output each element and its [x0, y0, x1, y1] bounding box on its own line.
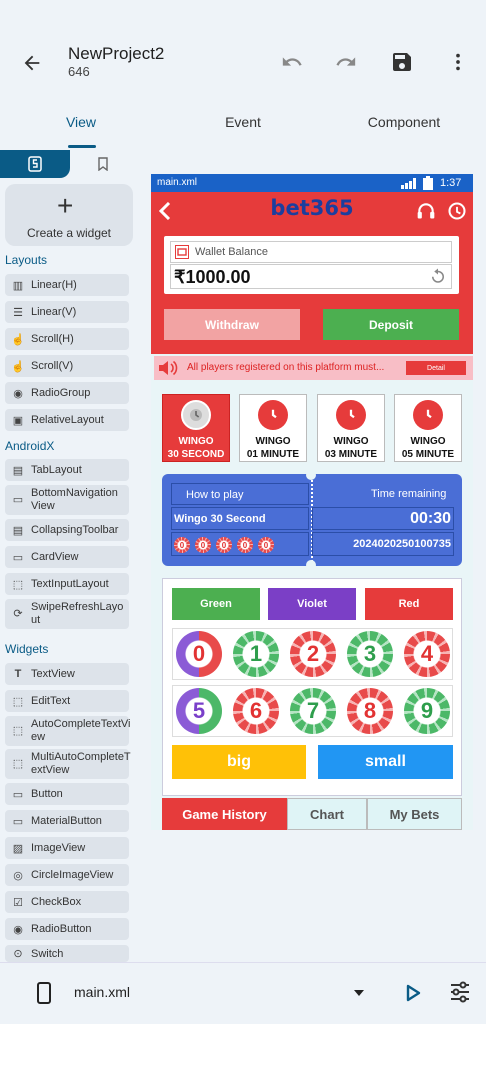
widget-textview[interactable]: T TextView [5, 663, 129, 685]
widget-imageview[interactable]: ▨ ImageView [5, 837, 129, 859]
widget-multiautocompletetextview[interactable]: ⬚ MultiAutoCompleteT extView [5, 749, 129, 779]
redo-icon [335, 51, 357, 73]
materialbutton-icon: ▭ [12, 815, 24, 828]
clock-icon [447, 201, 467, 221]
number-ball-5[interactable]: 5 [176, 688, 222, 734]
number-ball-0[interactable]: 0 [176, 631, 222, 677]
more-vert-icon [447, 51, 469, 73]
tab-game-history[interactable]: Game History [162, 798, 287, 830]
multiautocomplete-icon: ⬚ [12, 757, 24, 770]
recent-results-row [171, 532, 309, 556]
bookmark-icon [97, 157, 109, 171]
file-dropdown-button[interactable] [346, 980, 372, 1006]
widget-autocompletetextview[interactable]: ⬚ AutoCompleteTextVi ew [5, 716, 129, 746]
textinputlayout-icon: ⬚ [12, 578, 24, 591]
bottomnavigation-icon: ▭ [12, 493, 24, 506]
wallet-amount: ₹1000.00 [174, 267, 251, 287]
deposit-button[interactable]: Deposit [323, 309, 459, 340]
number-ball-3[interactable]: 3 [347, 631, 393, 677]
project-title: NewProject2 [68, 44, 165, 63]
widget-linear-h[interactable]: ▥ Linear(H) [5, 274, 129, 296]
withdraw-button[interactable]: Withdraw [164, 309, 300, 340]
widget-tablayout[interactable]: ▤ TabLayout [5, 459, 129, 481]
bet-big-button[interactable]: big [172, 745, 306, 779]
radiobutton-icon: ◉ [13, 923, 23, 936]
checkbox-icon: ☑ [13, 896, 23, 909]
headset-icon [416, 201, 436, 221]
plus-icon: + [57, 190, 74, 221]
tab-view[interactable]: View [65, 114, 97, 130]
widget-cardview[interactable]: ▭ CardView [5, 546, 129, 568]
number-ball-4[interactable]: 4 [404, 631, 450, 677]
widget-materialbutton[interactable]: ▭ MaterialButton [5, 810, 129, 832]
speaker-icon [158, 360, 178, 376]
notice-bar [154, 356, 473, 380]
linear-v-icon: ☰ [13, 306, 23, 319]
redo-button[interactable] [330, 46, 362, 78]
result-ball: 0 [258, 537, 274, 553]
period-number: 2024020250100735 [353, 538, 451, 550]
widget-textinputlayout[interactable]: ⬚ TextInputLayout [5, 573, 129, 595]
game-info-card [162, 474, 462, 566]
game-tab-wingo-3m[interactable]: WINGO 03 MINUTE [317, 394, 385, 462]
circleimageview-icon: ◎ [13, 869, 23, 882]
clock-icon [258, 400, 288, 430]
game-name-row [171, 507, 309, 530]
swiperefresh-icon: ⟳ [13, 607, 23, 620]
create-widget-button[interactable] [5, 184, 133, 246]
countdown-row [312, 507, 454, 530]
tab-my-bets[interactable]: My Bets [367, 798, 462, 830]
ticket-notch [306, 560, 316, 570]
widget-switch[interactable]: ⊙ Switch [5, 945, 129, 962]
refresh-icon[interactable] [429, 267, 447, 285]
number-ball-7[interactable]: 7 [290, 688, 336, 734]
device-preview-button[interactable] [30, 980, 58, 1006]
edittext-icon: ⬚ [12, 695, 24, 708]
signal-icon [401, 177, 419, 189]
widget-circleimageview[interactable]: ◎ CircleImageView [5, 864, 129, 886]
bet-violet-button[interactable]: Violet [268, 588, 356, 620]
wallet-amount-row [170, 264, 452, 289]
scroll-h-icon: ☝ [11, 333, 25, 346]
period-row [312, 532, 454, 556]
save-icon [390, 50, 414, 74]
cardview-icon: ▭ [12, 551, 24, 564]
widget-bottomnavigation[interactable]: ▭ BottomNavigation View [5, 485, 129, 515]
wallet-label: Wallet Balance [195, 246, 268, 258]
support-button[interactable] [415, 200, 437, 222]
palette-icon [28, 156, 42, 172]
wallet-label-row [170, 241, 452, 263]
create-widget-label: Create a widget [26, 226, 112, 240]
result-ball: 0 [195, 537, 211, 553]
result-ball: 0 [237, 537, 253, 553]
bet-small-button[interactable]: small [318, 745, 453, 779]
tab-component[interactable]: Component [367, 114, 441, 130]
bookmark-tab[interactable] [86, 153, 120, 175]
settings-button[interactable] [444, 976, 476, 1008]
time-remaining-label: Time remaining [371, 488, 447, 500]
project-id: 646 [68, 64, 90, 79]
section-widgets: Widgets [5, 642, 49, 656]
section-layouts: Layouts [5, 253, 48, 267]
tab-chart[interactable]: Chart [287, 798, 367, 830]
widget-checkbox[interactable]: ☑ CheckBox [5, 891, 129, 913]
radiogroup-icon: ◉ [13, 387, 23, 400]
undo-button[interactable] [276, 46, 308, 78]
game-tab-wingo-5m[interactable]: WINGO 05 MINUTE [394, 394, 462, 462]
section-androidx: AndroidX [5, 439, 55, 453]
wallet-icon [175, 245, 189, 259]
palette-tab[interactable] [0, 150, 70, 178]
number-ball-1[interactable]: 1 [233, 631, 279, 677]
widget-relativelayout[interactable]: ▣ RelativeLayout [5, 409, 129, 431]
tablayout-icon: ▤ [12, 464, 24, 477]
widget-collapsingtoolbar[interactable]: ▤ CollapsingToolbar [5, 519, 129, 541]
number-ball-2[interactable]: 2 [290, 631, 336, 677]
widget-scroll-v[interactable]: ☝ Scroll(V) [5, 355, 129, 377]
widget-radiogroup[interactable]: ◉ RadioGroup [5, 382, 129, 404]
widget-radiobutton[interactable]: ◉ RadioButton [5, 918, 129, 940]
number-ball-6[interactable]: 6 [233, 688, 279, 734]
collapsingtoolbar-icon: ▤ [12, 524, 24, 537]
more-options-button[interactable] [442, 46, 474, 78]
caret-down-icon [353, 989, 365, 997]
clock-icon [181, 400, 211, 430]
textview-icon: T [14, 668, 22, 680]
save-button[interactable] [386, 46, 418, 78]
bet-panel [162, 578, 462, 796]
phone-icon [36, 982, 52, 1004]
number-ball-8[interactable]: 8 [347, 688, 393, 734]
how-to-play-button[interactable]: How to play [171, 483, 309, 505]
widget-edittext[interactable]: ⬚ EditText [5, 690, 129, 712]
relativelayout-icon: ▣ [12, 414, 24, 427]
notice-text: All players registered on this platform must... [187, 362, 385, 373]
arrow-left-icon [21, 52, 43, 74]
widget-scroll-h[interactable]: ☝ Scroll(H) [5, 328, 129, 350]
status-time: 1:37 [440, 177, 462, 189]
widget-button[interactable]: ▭ Button [5, 783, 129, 805]
run-button[interactable] [398, 978, 428, 1008]
countdown-timer: 00:30 [410, 510, 451, 527]
tab-event[interactable]: Event [225, 114, 261, 130]
status-filename: main.xml [157, 177, 198, 188]
result-ball: 0 [174, 537, 190, 553]
history-clock-button[interactable] [446, 200, 468, 222]
tune-icon [448, 980, 472, 1004]
notice-detail-button[interactable]: Detail [406, 361, 466, 375]
bet-green-button[interactable]: Green [172, 588, 260, 620]
button-icon: ▭ [12, 788, 24, 801]
clock-icon [413, 400, 443, 430]
result-ball: 0 [216, 537, 232, 553]
active-tab-indicator [68, 145, 96, 148]
wallet-card [164, 236, 459, 294]
battery-icon [423, 176, 433, 190]
ticket-notch [306, 470, 316, 480]
app-back-button[interactable] [155, 200, 175, 222]
autocomplete-icon: ⬚ [12, 724, 24, 737]
game-name: Wingo 30 Second [174, 513, 266, 525]
game-tab-wingo-30s[interactable]: WINGO 30 SECOND [162, 394, 230, 462]
bet-red-button[interactable]: Red [365, 588, 453, 620]
chevron-left-icon [159, 202, 171, 220]
undo-icon [281, 51, 303, 73]
switch-icon: ⊙ [13, 948, 23, 960]
back-button[interactable] [14, 46, 50, 80]
status-bar [151, 174, 473, 192]
current-file-label: main.xml [74, 984, 131, 1000]
play-icon [404, 984, 422, 1002]
number-ball-9[interactable]: 9 [404, 688, 450, 734]
linear-h-icon: ▥ [12, 279, 24, 292]
app-brand-title: bet365 [270, 196, 354, 220]
scroll-v-icon: ☝ [11, 360, 25, 373]
widget-linear-v[interactable]: ☰ Linear(V) [5, 301, 129, 323]
widget-swiperefreshlayout[interactable]: ⟳ SwipeRefreshLayo ut [5, 599, 129, 629]
phone-preview [151, 174, 473, 830]
imageview-icon: ▨ [12, 842, 24, 855]
clock-icon [336, 400, 366, 430]
game-tab-wingo-1m[interactable]: WINGO 01 MINUTE [239, 394, 307, 462]
